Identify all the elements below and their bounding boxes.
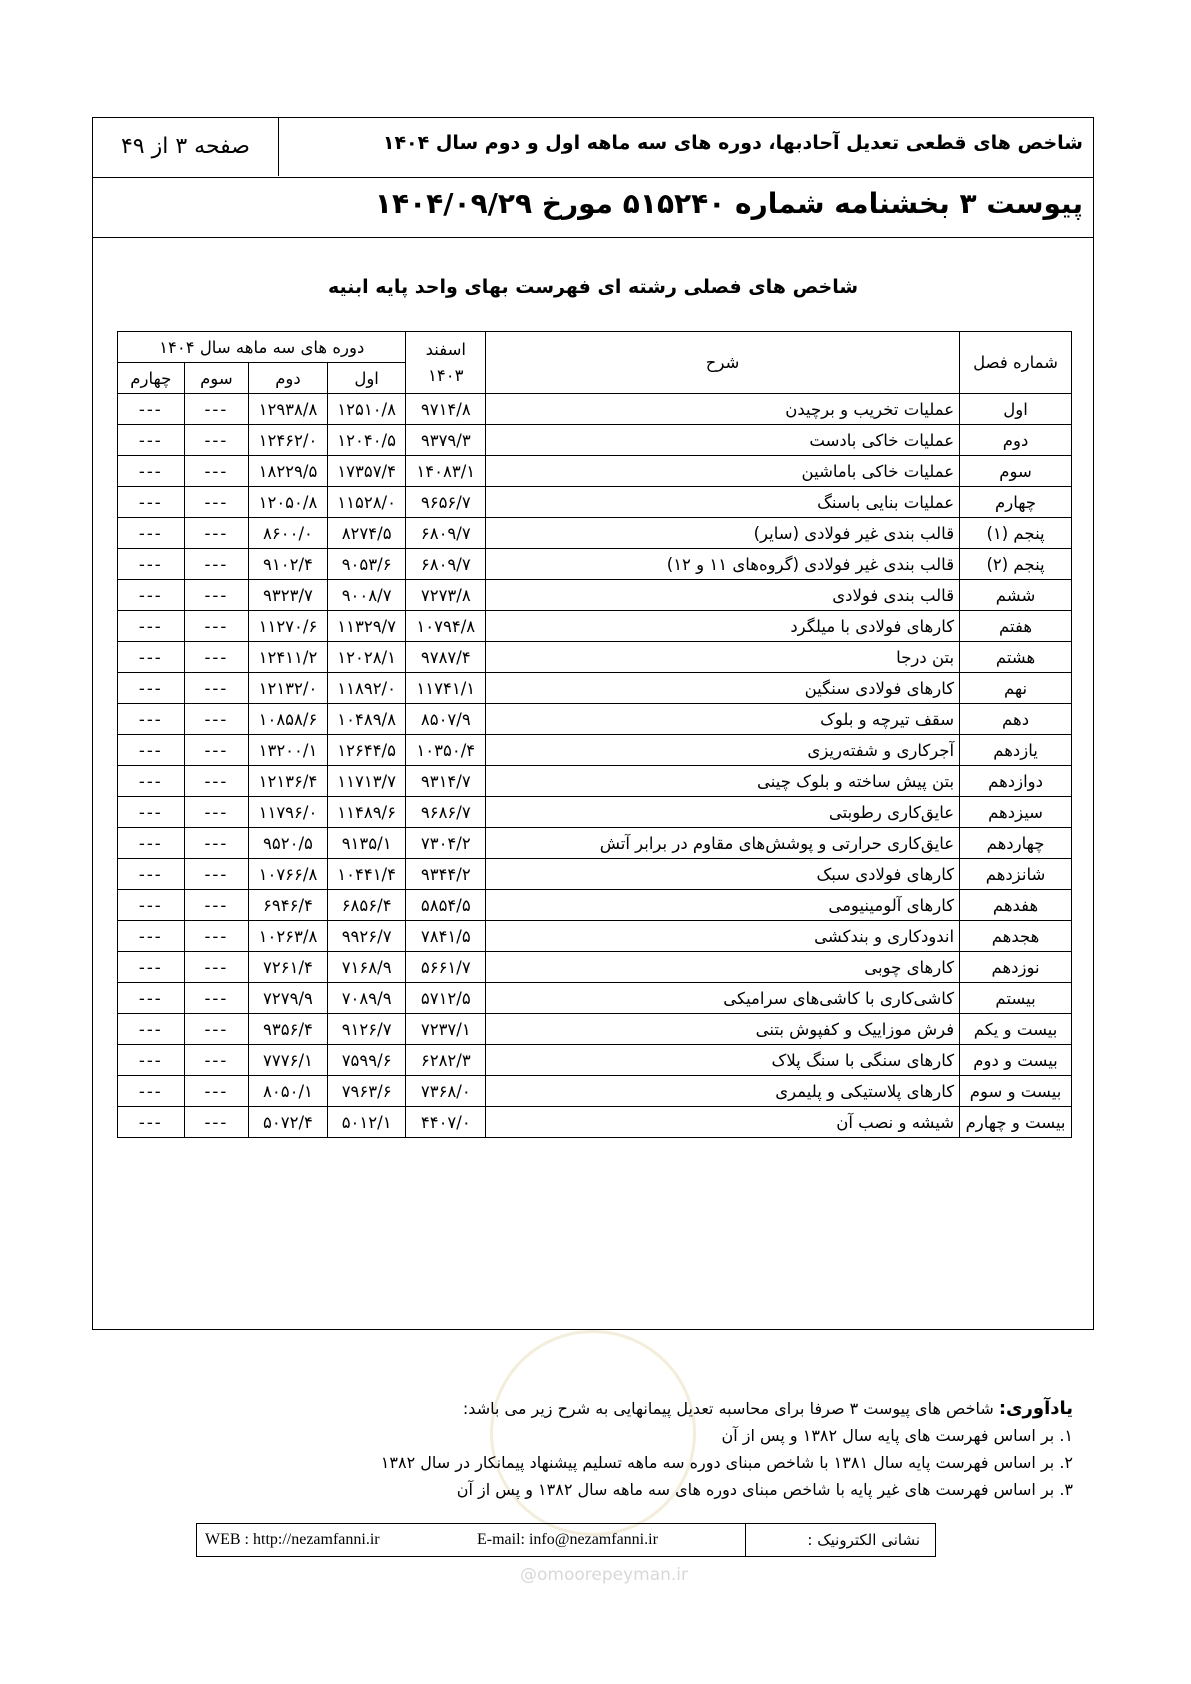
- cell-q1: ۱۱۴۸۹/۶: [327, 797, 406, 828]
- cell-q1: ۱۰۴۴۱/۴: [327, 859, 406, 890]
- cell-number: چهاردهم: [960, 828, 1072, 859]
- cell-esfand: ۷۳۶۸/۰: [406, 1076, 486, 1107]
- cell-description: کارهای فولادی سنگین: [486, 673, 960, 704]
- cell-q4: ---: [118, 859, 185, 890]
- cell-number: بیست و سوم: [960, 1076, 1072, 1107]
- cell-q2: ۱۲۹۳۸/۸: [249, 394, 328, 425]
- cell-esfand: ۶۸۰۹/۷: [406, 549, 486, 580]
- reminder-intro: [173, 1395, 1073, 1422]
- reminder-item: ۲. بر اساس فهرست پایه سال ۱۳۸۱ با شاخص مبنای دوره سه ماهه تسلیم پیشنهاد پیمانکار در سال ۱۳۸۲: [380, 1453, 1073, 1472]
- cell-q1: ۹۱۲۶/۷: [327, 1014, 406, 1045]
- cell-q1: ۷۱۶۸/۹: [327, 952, 406, 983]
- cell-number: هفدهم: [960, 890, 1072, 921]
- cell-esfand: ۹۳۷۹/۳: [406, 425, 486, 456]
- cell-description: آجرکاری و شفته‌ریزی: [486, 735, 960, 766]
- cell-q1: ۱۲۶۴۴/۵: [327, 735, 406, 766]
- table-row: [118, 425, 1072, 456]
- col-header-q1: اول: [327, 363, 406, 394]
- cell-q3: ---: [184, 425, 249, 456]
- cell-description: عایق‌کاری حرارتی و پوشش‌های مقاوم در برابر آتش: [486, 828, 960, 859]
- cell-q1: ۵۰۱۲/۱: [327, 1107, 406, 1138]
- col-header-q2: دوم: [249, 363, 328, 394]
- cell-esfand: ۱۴۰۸۳/۱: [406, 456, 486, 487]
- cell-q1: ۹۹۲۶/۷: [327, 921, 406, 952]
- cell-description: عملیات خاکی بادست: [486, 425, 960, 456]
- cell-esfand: ۷۳۰۴/۲: [406, 828, 486, 859]
- table-row: [118, 611, 1072, 642]
- table-row: [118, 704, 1072, 735]
- table-row: [118, 518, 1072, 549]
- contact-label: نشانی الکترونیک :: [745, 1524, 935, 1556]
- cell-esfand: ۹۶۵۶/۷: [406, 487, 486, 518]
- attachment-row: [93, 178, 1093, 238]
- cell-description: کارهای فولادی با میلگرد: [486, 611, 960, 642]
- reminder-text: شاخص های پیوست ۳ صرفا برای محاسبه تعدیل پیمانهایی به شرح زیر می باشد:: [462, 1399, 994, 1418]
- cell-number: سوم: [960, 456, 1072, 487]
- cell-q4: ---: [118, 921, 185, 952]
- cell-number: نهم: [960, 673, 1072, 704]
- cell-description: بتن پیش ساخته و بلوک چینی: [486, 766, 960, 797]
- reminder-item: ۳. بر اساس فهرست های غیر پایه با شاخص مبنای دوره های سه ماهه سال ۱۳۸۲ و پس از آن: [456, 1480, 1073, 1499]
- cell-q4: ---: [118, 766, 185, 797]
- contact-box: [196, 1523, 936, 1557]
- cell-esfand: ۶۲۸۲/۳: [406, 1045, 486, 1076]
- cell-q2: ۱۰۸۵۸/۶: [249, 704, 328, 735]
- cell-number: ششم: [960, 580, 1072, 611]
- col-header-number: شماره فصل: [960, 332, 1072, 394]
- cell-q2: ۱۳۲۰۰/۱: [249, 735, 328, 766]
- table-row: [118, 642, 1072, 673]
- table-row: [118, 797, 1072, 828]
- table-row: [118, 1107, 1072, 1138]
- cell-esfand: ۵۶۶۱/۷: [406, 952, 486, 983]
- cell-q2: ۱۲۰۵۰/۸: [249, 487, 328, 518]
- cell-q4: ---: [118, 611, 185, 642]
- table-row: [118, 921, 1072, 952]
- cell-description: کارهای فولادی سبک: [486, 859, 960, 890]
- table-row: [118, 766, 1072, 797]
- cell-description: فرش موزاییک و کفپوش بتنی: [486, 1014, 960, 1045]
- cell-esfand: ۷۸۴۱/۵: [406, 921, 486, 952]
- cell-q1: ۱۲۰۲۸/۱: [327, 642, 406, 673]
- website-link[interactable]: WEB : http://nezamfanni.ir: [205, 1531, 380, 1548]
- table-row: [118, 487, 1072, 518]
- table-row: [118, 983, 1072, 1014]
- cell-number: دهم: [960, 704, 1072, 735]
- cell-q3: ---: [184, 735, 249, 766]
- page-frame: [92, 117, 1094, 1330]
- cell-q3: ---: [184, 1045, 249, 1076]
- cell-q4: ---: [118, 704, 185, 735]
- table-row: [118, 952, 1072, 983]
- cell-q3: ---: [184, 394, 249, 425]
- reminder-item: ۱. بر اساس فهرست های پایه سال ۱۳۸۲ و پس از آن: [721, 1426, 1073, 1445]
- cell-esfand: ۹۶۸۶/۷: [406, 797, 486, 828]
- cell-description: کارهای چوبی: [486, 952, 960, 983]
- cell-description: عایق‌کاری رطوبتی: [486, 797, 960, 828]
- cell-number: پنجم (۱): [960, 518, 1072, 549]
- attachment-title: پیوست ۳ بخشنامه شماره ۵۱۵۲۴۰ مورخ ۱۴۰۴/۰۹/۲۹: [374, 187, 1083, 220]
- cell-q1: ۱۰۴۸۹/۸: [327, 704, 406, 735]
- cell-q2: ۵۰۷۲/۴: [249, 1107, 328, 1138]
- cell-q4: ---: [118, 518, 185, 549]
- cell-q2: ۹۳۵۶/۴: [249, 1014, 328, 1045]
- cell-description: قالب بندی فولادی: [486, 580, 960, 611]
- cell-esfand: ۹۷۸۷/۴: [406, 642, 486, 673]
- cell-q3: ---: [184, 1014, 249, 1045]
- cell-q1: ۹۰۵۳/۶: [327, 549, 406, 580]
- cell-q3: ---: [184, 456, 249, 487]
- cell-q4: ---: [118, 890, 185, 921]
- cell-number: هجدهم: [960, 921, 1072, 952]
- cell-q1: ۷۵۹۹/۶: [327, 1045, 406, 1076]
- cell-q4: ---: [118, 735, 185, 766]
- section-title: شاخص های فصلی رشته ای فهرست بهای واحد پایه ابنیه: [327, 276, 859, 298]
- cell-number: بیست و یکم: [960, 1014, 1072, 1045]
- table-row: [118, 828, 1072, 859]
- cell-q2: ۱۲۴۱۱/۲: [249, 642, 328, 673]
- table-row: [118, 1076, 1072, 1107]
- cell-q4: ---: [118, 983, 185, 1014]
- cell-esfand: ۹۷۱۴/۸: [406, 394, 486, 425]
- cell-q4: ---: [118, 580, 185, 611]
- table-row: [118, 549, 1072, 580]
- cell-q3: ---: [184, 518, 249, 549]
- cell-description: بتن درجا: [486, 642, 960, 673]
- cell-number: بیست و دوم: [960, 1045, 1072, 1076]
- cell-q3: ---: [184, 983, 249, 1014]
- cell-esfand: ۹۳۴۴/۲: [406, 859, 486, 890]
- cell-q4: ---: [118, 1107, 185, 1138]
- cell-number: بیست و چهارم: [960, 1107, 1072, 1138]
- table-row: [118, 735, 1072, 766]
- cell-q1: ۱۱۵۲۸/۰: [327, 487, 406, 518]
- cell-esfand: ۸۵۰۷/۹: [406, 704, 486, 735]
- cell-q1: ۹۱۳۵/۱: [327, 828, 406, 859]
- cell-q3: ---: [184, 487, 249, 518]
- cell-description: قالب بندی غیر فولادی (سایر): [486, 518, 960, 549]
- cell-q1: ۱۲۰۴۰/۵: [327, 425, 406, 456]
- cell-q1: ۱۲۵۱۰/۸: [327, 394, 406, 425]
- cell-q2: ۹۵۲۰/۵: [249, 828, 328, 859]
- document-title: شاخص های قطعی تعدیل آحادبها، دوره های سه ماهه اول و دوم سال ۱۴۰۴: [382, 132, 1083, 154]
- table-row: [118, 456, 1072, 487]
- cell-q3: ---: [184, 797, 249, 828]
- cell-q2: ۱۲۱۳۶/۴: [249, 766, 328, 797]
- cell-q3: ---: [184, 704, 249, 735]
- cell-number: چهارم: [960, 487, 1072, 518]
- cell-description: قالب بندی غیر فولادی (گروه‌های ۱۱ و ۱۲): [486, 549, 960, 580]
- cell-q1: ۸۲۷۴/۵: [327, 518, 406, 549]
- cell-number: یازدهم: [960, 735, 1072, 766]
- cell-q3: ---: [184, 828, 249, 859]
- cell-q3: ---: [184, 1107, 249, 1138]
- cell-q2: ۷۷۷۶/۱: [249, 1045, 328, 1076]
- cell-esfand: ۱۱۷۴۱/۱: [406, 673, 486, 704]
- table-row: [118, 1045, 1072, 1076]
- cell-esfand: ۴۴۰۷/۰: [406, 1107, 486, 1138]
- cell-q2: ۱۱۷۹۶/۰: [249, 797, 328, 828]
- cell-q2: ۱۲۴۶۲/۰: [249, 425, 328, 456]
- table-row: [118, 394, 1072, 425]
- cell-q3: ---: [184, 580, 249, 611]
- cell-description: کاشی‌کاری با کاشی‌های سرامیکی: [486, 983, 960, 1014]
- cell-q1: ۱۱۳۲۹/۷: [327, 611, 406, 642]
- cell-esfand: ۹۳۱۴/۷: [406, 766, 486, 797]
- col-header-q4: چهارم: [118, 363, 185, 394]
- cell-q4: ---: [118, 673, 185, 704]
- reminder-label: یادآوری:: [998, 1398, 1073, 1419]
- cell-q3: ---: [184, 859, 249, 890]
- cell-q3: ---: [184, 549, 249, 580]
- col-header-q3: سوم: [184, 363, 249, 394]
- col-header-description: شرح: [486, 332, 960, 394]
- cell-description: سقف تیرچه و بلوک: [486, 704, 960, 735]
- cell-q2: ۸۰۵۰/۱: [249, 1076, 328, 1107]
- cell-q2: ۱۸۲۲۹/۵: [249, 456, 328, 487]
- cell-q2: ۱۱۲۷۰/۶: [249, 611, 328, 642]
- cell-number: دوم: [960, 425, 1072, 456]
- table-row: [118, 580, 1072, 611]
- cell-q4: ---: [118, 549, 185, 580]
- cell-esfand: ۷۲۷۳/۸: [406, 580, 486, 611]
- cell-q3: ---: [184, 952, 249, 983]
- cell-esfand: ۶۸۰۹/۷: [406, 518, 486, 549]
- col-group-quarters: دوره های سه ماهه سال ۱۴۰۴: [118, 332, 406, 363]
- cell-number: نوزدهم: [960, 952, 1072, 983]
- cell-description: عملیات بنایی باسنگ: [486, 487, 960, 518]
- cell-q2: ۱۲۱۳۲/۰: [249, 673, 328, 704]
- cell-number: پنجم (۲): [960, 549, 1072, 580]
- cell-q4: ---: [118, 394, 185, 425]
- cell-q4: ---: [118, 642, 185, 673]
- cell-q4: ---: [118, 456, 185, 487]
- cell-q2: ۱۰۷۶۶/۸: [249, 859, 328, 890]
- cell-q1: ۱۷۳۵۷/۴: [327, 456, 406, 487]
- cell-esfand: ۵۷۱۲/۵: [406, 983, 486, 1014]
- cell-esfand: ۱۰۳۵۰/۴: [406, 735, 486, 766]
- cell-q2: ۹۱۰۲/۴: [249, 549, 328, 580]
- cell-q2: ۸۶۰۰/۰: [249, 518, 328, 549]
- table-row: [118, 673, 1072, 704]
- cell-q2: ۷۲۷۹/۹: [249, 983, 328, 1014]
- cell-q3: ---: [184, 642, 249, 673]
- cell-q2: ۹۳۲۳/۷: [249, 580, 328, 611]
- cell-q4: ---: [118, 952, 185, 983]
- cell-q3: ---: [184, 890, 249, 921]
- cell-description: اندودکاری و بندکشی: [486, 921, 960, 952]
- cell-number: سیزدهم: [960, 797, 1072, 828]
- cell-description: شیشه و نصب آن: [486, 1107, 960, 1138]
- header-row: [93, 118, 1093, 178]
- cell-esfand: ۱۰۷۹۴/۸: [406, 611, 486, 642]
- cell-number: دوازدهم: [960, 766, 1072, 797]
- cell-number: اول: [960, 394, 1072, 425]
- cell-q1: ۷۰۸۹/۹: [327, 983, 406, 1014]
- cell-q1: ۹۰۰۸/۷: [327, 580, 406, 611]
- cell-q1: ۱۱۸۹۲/۰: [327, 673, 406, 704]
- cell-esfand: ۷۲۳۷/۱: [406, 1014, 486, 1045]
- cell-q4: ---: [118, 1014, 185, 1045]
- table-row: [118, 859, 1072, 890]
- table-row: [118, 890, 1072, 921]
- cell-q4: ---: [118, 425, 185, 456]
- index-table: [117, 331, 1072, 1138]
- cell-q3: ---: [184, 1076, 249, 1107]
- cell-q3: ---: [184, 921, 249, 952]
- cell-number: هفتم: [960, 611, 1072, 642]
- cell-q4: ---: [118, 797, 185, 828]
- col-header-esfand: اسفند ۱۴۰۳: [406, 332, 486, 394]
- watermark-text: @omoorepeyman.ir: [520, 1565, 689, 1585]
- cell-q4: ---: [118, 1076, 185, 1107]
- cell-q4: ---: [118, 1045, 185, 1076]
- cell-esfand: ۵۸۵۴/۵: [406, 890, 486, 921]
- cell-q1: ۷۹۶۳/۶: [327, 1076, 406, 1107]
- cell-q1: ۶۸۵۶/۴: [327, 890, 406, 921]
- page-number: صفحه ۳ از ۴۹: [93, 118, 279, 176]
- cell-number: هشتم: [960, 642, 1072, 673]
- cell-q4: ---: [118, 487, 185, 518]
- cell-number: شانزدهم: [960, 859, 1072, 890]
- cell-q2: ۷۲۶۱/۴: [249, 952, 328, 983]
- cell-description: عملیات تخریب و برچیدن: [486, 394, 960, 425]
- cell-number: بیستم: [960, 983, 1072, 1014]
- cell-description: کارهای سنگی با سنگ پلاک: [486, 1045, 960, 1076]
- cell-description: کارهای آلومینیومی: [486, 890, 960, 921]
- table-row: [118, 1014, 1072, 1045]
- cell-q3: ---: [184, 611, 249, 642]
- cell-q1: ۱۱۷۱۳/۷: [327, 766, 406, 797]
- cell-description: عملیات خاکی باماشین: [486, 456, 960, 487]
- cell-q4: ---: [118, 828, 185, 859]
- cell-q2: ۱۰۲۶۳/۸: [249, 921, 328, 952]
- email-link[interactable]: E-mail: info@nezamfanni.ir: [477, 1531, 658, 1548]
- cell-q3: ---: [184, 766, 249, 797]
- cell-q2: ۶۹۴۶/۴: [249, 890, 328, 921]
- reminder-notes: [173, 1395, 1073, 1503]
- cell-q3: ---: [184, 673, 249, 704]
- cell-description: کارهای پلاستیکی و پلیمری: [486, 1076, 960, 1107]
